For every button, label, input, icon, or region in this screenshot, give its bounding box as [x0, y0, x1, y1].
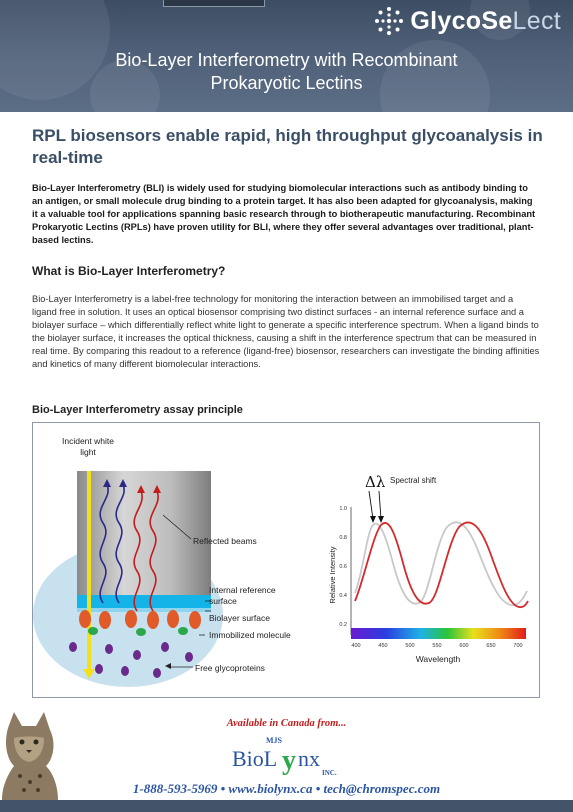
- internal-reference-surface: [77, 595, 211, 608]
- y-axis-label: Relative Intensity: [328, 546, 337, 604]
- x-tick: 650: [486, 643, 496, 649]
- label-internal-reference-2: surface: [209, 596, 237, 606]
- spectrum-chart: [328, 473, 528, 664]
- header-tab: [163, 0, 265, 7]
- section-body: Bio-Layer Interferometry is a label-free technology for monitoring the interaction between an immobilised target and a ligand free in solution. It uses an optical biosensor comprising two distinct surfaces - an internal reference surface and a biolayer surface – which differentially reflect white light to generate a specific interference spectrum. When a ligand binds to the biolayer surface, it increases the optical thickness, causing a shift in the interference spectrum that can be measured in real time. By comparing this readout to a reference (ligand-free) biosensor, researchers can investigate the binding affinities and kinetics of many different biomolecular interactions.: [32, 294, 540, 369]
- wavelength-spectrum-bar: [351, 628, 526, 639]
- y-tick: 0.6: [339, 564, 347, 570]
- x-tick: 500: [405, 643, 415, 649]
- label-incident-light-2: light: [80, 447, 96, 457]
- x-tick: 450: [378, 643, 388, 649]
- label-immobilized-molecule: Immobilized molecule: [209, 630, 291, 640]
- label-free-glycoproteins: Free glycoproteins: [195, 663, 265, 673]
- shift-marker-right: [379, 491, 381, 519]
- shift-arrowhead-icon: [370, 516, 376, 523]
- incident-light-beam: [87, 471, 91, 671]
- shift-arrowhead-icon: [378, 516, 384, 523]
- shift-marker-left: [369, 491, 373, 519]
- biolynx-inc: INC.: [322, 769, 337, 777]
- label-biolayer-surface: Biolayer surface: [209, 613, 270, 623]
- shifted-spectrum-curve: [355, 522, 528, 607]
- x-tick: 400: [351, 643, 361, 649]
- x-tick: 550: [432, 643, 442, 649]
- headline: RPL biosensors enable rapid, high throughput glycoanalysis in real-time: [32, 126, 543, 167]
- biolynx-nx: nx: [298, 746, 320, 771]
- brand-name: GlycoSeLect: [410, 6, 561, 35]
- delta-lambda-symbol: Δλ: [365, 473, 386, 491]
- biosensor-tip: [77, 471, 211, 595]
- assay-figure: [32, 422, 540, 698]
- bottom-bar: [0, 800, 573, 812]
- header-banner: [0, 0, 573, 112]
- figure-heading: Bio-Layer Interferometry assay principle: [32, 404, 243, 416]
- brand-logo: [374, 6, 561, 36]
- x-tick: 700: [513, 643, 523, 649]
- y-tick: 0.8: [339, 535, 347, 541]
- assay-diagram: [33, 423, 541, 699]
- x-axis-label: Wavelength: [415, 654, 461, 664]
- biolynx-bio: BioL: [232, 746, 278, 771]
- biolayer-surface: [77, 608, 211, 612]
- reference-spectrum-curve: [355, 522, 527, 605]
- biolynx-logo: [226, 733, 356, 777]
- label-reflected-beams: Reflected beams: [193, 536, 257, 546]
- biolynx-y: y: [282, 745, 296, 776]
- page-title: Bio-Layer Interferometry with Recombinant Prokaryotic Lectins: [115, 50, 458, 93]
- available-in-canada: Available in Canada from...: [226, 718, 347, 729]
- label-internal-reference-1: Internal reference: [209, 585, 276, 595]
- y-tick: 0.4: [339, 593, 347, 599]
- intro-paragraph: Bio-Layer Interferometry (BLI) is widely used for studying biomolecular interactions such as antibody binding to an antigen, or small molecule drug binding to a protein target. It has also been adapted for glycoanalysis, making it a valuable tool for applications spanning basic research through to biotherapeutic manufacturing. Recombinant Prokaryotic Lectins (RPLs) have proven utility for BLI, where they offer several advantages over traditional, plant-based lectins.: [32, 183, 536, 245]
- label-incident-light-1: Incident white: [62, 436, 114, 446]
- contact-line: 1-888-593-5969 • www.biolynx.ca • tech@chromspec.com: [132, 781, 441, 796]
- y-tick: 0.2: [339, 622, 347, 628]
- section-heading: What is Bio-Layer Interferometry?: [32, 264, 226, 278]
- glycoselect-logo-icon: [374, 6, 404, 36]
- spectral-shift-label: Spectral shift: [390, 476, 437, 485]
- biolynx-mjs: MJS: [266, 736, 282, 745]
- y-tick: 1.0: [339, 506, 347, 512]
- x-tick: 600: [459, 643, 469, 649]
